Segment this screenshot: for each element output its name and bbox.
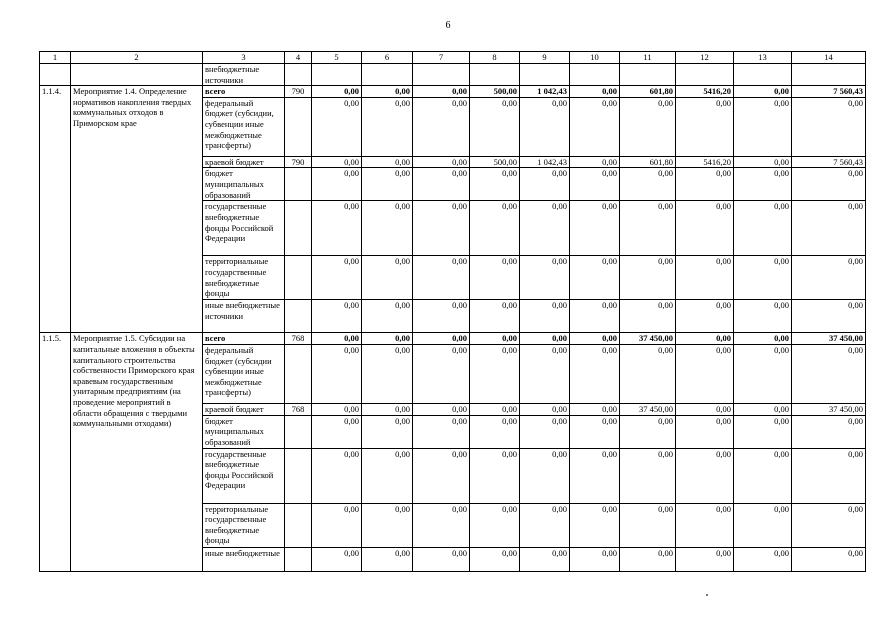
amount-cell: 0,00: [570, 415, 620, 448]
amount-cell: 0,00: [620, 503, 676, 547]
table-row: [40, 333, 866, 345]
amount-cell: 0,00: [792, 415, 866, 448]
kbk-code: 790: [285, 86, 312, 98]
header-cell: 14: [792, 52, 866, 64]
amount-cell: 0,00: [362, 156, 413, 168]
amount-cell: 0,00: [312, 168, 362, 201]
kbk-code: [285, 547, 312, 571]
amount-cell: 0,00: [413, 201, 470, 256]
amount-cell: 0,00: [792, 168, 866, 201]
amount-cell: 0,00: [470, 201, 520, 256]
amount-cell: 0,00: [570, 448, 620, 503]
amount-cell: 0,00: [413, 503, 470, 547]
amount-cell: 0,00: [620, 344, 676, 403]
amount-cell: 0,00: [520, 344, 570, 403]
amount-cell: 0,00: [676, 448, 734, 503]
amount-cell: 0,00: [520, 333, 570, 345]
amount-cell: 0,00: [413, 403, 470, 415]
value-cell: [470, 64, 520, 86]
activity-title: Мероприятие 1.5. Субсидии на капитальные вложения в объекты капитального строительства собственности Приморского края кравевым государственным унитарным предприятиям (на проведение мероприятий в области обращения с твердыми коммунальными отходами): [71, 333, 203, 571]
kbk-code: 768: [285, 333, 312, 345]
amount-cell: 0,00: [676, 256, 734, 300]
amount-cell: 0,00: [413, 547, 470, 571]
header-cell: 13: [734, 52, 792, 64]
amount-cell: 0,00: [734, 256, 792, 300]
amount-cell: 0,00: [362, 300, 413, 333]
header-cell: 4: [285, 52, 312, 64]
funding-source: территориальные государственные внебюджетные фонды: [203, 503, 285, 547]
amount-cell: 0,00: [312, 156, 362, 168]
value-cell: [620, 64, 676, 86]
kbk-code: [285, 300, 312, 333]
kbk-code: [285, 168, 312, 201]
amount-cell: 0,00: [570, 344, 620, 403]
amount-cell: 0,00: [312, 547, 362, 571]
amount-cell: 0,00: [570, 86, 620, 98]
header-cell: 11: [620, 52, 676, 64]
amount-cell: 0,00: [362, 403, 413, 415]
amount-cell: 5416,20: [676, 86, 734, 98]
amount-cell: 1 042,43: [520, 86, 570, 98]
funding-source: всего: [203, 333, 285, 345]
amount-cell: 0,00: [362, 415, 413, 448]
funding-source: бюджет муниципальных образований: [203, 168, 285, 201]
amount-cell: 0,00: [676, 415, 734, 448]
amount-cell: 0,00: [570, 97, 620, 156]
amount-cell: 0,00: [620, 97, 676, 156]
amount-cell: 0,00: [413, 86, 470, 98]
kbk-cell: [285, 64, 312, 86]
amount-cell: 0,00: [734, 403, 792, 415]
source-cell: внебюджетные источники: [203, 64, 285, 86]
amount-cell: 0,00: [312, 333, 362, 345]
kbk-code: [285, 503, 312, 547]
continued-row: [40, 64, 866, 86]
table-body: [40, 52, 866, 572]
kbk-code: [285, 448, 312, 503]
amount-cell: 0,00: [520, 403, 570, 415]
value-cell: [312, 64, 362, 86]
amount-cell: 0,00: [470, 503, 520, 547]
amount-cell: 0,00: [520, 256, 570, 300]
table-row: [40, 86, 866, 98]
funding-source: иные внебюджетные источники: [203, 300, 285, 333]
title-cell: [71, 64, 203, 86]
amount-cell: 0,00: [520, 415, 570, 448]
header-cell: 1: [40, 52, 71, 64]
amount-cell: 0,00: [413, 300, 470, 333]
amount-cell: 0,00: [734, 333, 792, 345]
amount-cell: 0,00: [470, 333, 520, 345]
amount-cell: 0,00: [413, 156, 470, 168]
kbk-code: [285, 256, 312, 300]
amount-cell: 0,00: [362, 168, 413, 201]
amount-cell: 0,00: [676, 333, 734, 345]
amount-cell: 0,00: [413, 168, 470, 201]
amount-cell: 0,00: [734, 415, 792, 448]
value-cell: [570, 64, 620, 86]
amount-cell: 37 450,00: [792, 333, 866, 345]
header-cell: 5: [312, 52, 362, 64]
amount-cell: 0,00: [362, 344, 413, 403]
page-number: 6: [445, 20, 451, 31]
amount-cell: 0,00: [570, 300, 620, 333]
activity-code: 1.1.4.: [40, 86, 71, 333]
amount-cell: 0,00: [792, 97, 866, 156]
amount-cell: 0,00: [520, 503, 570, 547]
funding-source: федеральный бюджет (субсидии, субвенции иные межбюджетные трансферты): [203, 97, 285, 156]
amount-cell: 0,00: [676, 344, 734, 403]
amount-cell: 0,00: [362, 503, 413, 547]
amount-cell: 0,00: [470, 300, 520, 333]
amount-cell: 37 450,00: [792, 403, 866, 415]
amount-cell: 0,00: [792, 448, 866, 503]
header-cell: 9: [520, 52, 570, 64]
amount-cell: 500,00: [470, 156, 520, 168]
header-cell: 3: [203, 52, 285, 64]
amount-cell: 0,00: [470, 547, 520, 571]
amount-cell: 0,00: [470, 448, 520, 503]
funding-source: краевой бюджет: [203, 403, 285, 415]
amount-cell: 0,00: [520, 448, 570, 503]
activity-code: 1.1.5.: [40, 333, 71, 571]
budget-table: [39, 51, 866, 572]
amount-cell: 0,00: [413, 333, 470, 345]
funding-source: бюджет муниципальных образований: [203, 415, 285, 448]
stray-mark: [706, 594, 708, 596]
value-cell: [413, 64, 470, 86]
value-cell: [362, 64, 413, 86]
funding-source: государственные внебюджетные фонды Российской Федерации: [203, 448, 285, 503]
amount-cell: 0,00: [413, 448, 470, 503]
amount-cell: 0,00: [312, 503, 362, 547]
amount-cell: 0,00: [676, 168, 734, 201]
amount-cell: 0,00: [362, 97, 413, 156]
amount-cell: 0,00: [413, 97, 470, 156]
amount-cell: 0,00: [362, 547, 413, 571]
header-cell: 7: [413, 52, 470, 64]
amount-cell: 0,00: [362, 86, 413, 98]
kbk-code: [285, 97, 312, 156]
funding-source: территориальные государственные внебюджетные фонды: [203, 256, 285, 300]
header-cell: 2: [71, 52, 203, 64]
amount-cell: 0,00: [570, 547, 620, 571]
amount-cell: 0,00: [570, 403, 620, 415]
amount-cell: 0,00: [792, 344, 866, 403]
kbk-code: [285, 415, 312, 448]
amount-cell: 0,00: [734, 156, 792, 168]
amount-cell: 0,00: [570, 201, 620, 256]
amount-cell: 0,00: [362, 256, 413, 300]
amount-cell: 0,00: [676, 503, 734, 547]
amount-cell: 0,00: [570, 333, 620, 345]
amount-cell: 0,00: [792, 547, 866, 571]
amount-cell: 0,00: [734, 97, 792, 156]
amount-cell: 0,00: [413, 344, 470, 403]
header-cell: 12: [676, 52, 734, 64]
amount-cell: 0,00: [734, 300, 792, 333]
amount-cell: 37 450,00: [620, 403, 676, 415]
amount-cell: 0,00: [312, 344, 362, 403]
amount-cell: 0,00: [312, 256, 362, 300]
amount-cell: 1 042,43: [520, 156, 570, 168]
amount-cell: 0,00: [676, 300, 734, 333]
amount-cell: 0,00: [520, 97, 570, 156]
kbk-code: [285, 344, 312, 403]
amount-cell: 0,00: [792, 201, 866, 256]
amount-cell: 0,00: [362, 448, 413, 503]
amount-cell: 5416,20: [676, 156, 734, 168]
amount-cell: 0,00: [620, 168, 676, 201]
funding-source: иные внебюджетные: [203, 547, 285, 571]
amount-cell: 0,00: [312, 86, 362, 98]
funding-source: всего: [203, 86, 285, 98]
amount-cell: 0,00: [362, 333, 413, 345]
amount-cell: 601,80: [620, 156, 676, 168]
amount-cell: 0,00: [312, 300, 362, 333]
amount-cell: 0,00: [470, 403, 520, 415]
amount-cell: 0,00: [470, 415, 520, 448]
amount-cell: 0,00: [520, 547, 570, 571]
kbk-code: 768: [285, 403, 312, 415]
amount-cell: 0,00: [734, 344, 792, 403]
amount-cell: 0,00: [470, 256, 520, 300]
amount-cell: 500,00: [470, 86, 520, 98]
amount-cell: 0,00: [734, 547, 792, 571]
amount-cell: 0,00: [676, 201, 734, 256]
amount-cell: 0,00: [312, 403, 362, 415]
value-cell: [676, 64, 734, 86]
amount-cell: 7 560,43: [792, 156, 866, 168]
amount-cell: 601,80: [620, 86, 676, 98]
amount-cell: 0,00: [570, 156, 620, 168]
amount-cell: 0,00: [676, 97, 734, 156]
amount-cell: 0,00: [734, 503, 792, 547]
funding-source: государственные внебюджетные фонды Российской Федерации: [203, 201, 285, 256]
amount-cell: 0,00: [520, 300, 570, 333]
amount-cell: 0,00: [734, 86, 792, 98]
amount-cell: 0,00: [734, 168, 792, 201]
amount-cell: 0,00: [620, 201, 676, 256]
header-cell: 6: [362, 52, 413, 64]
amount-cell: 0,00: [676, 403, 734, 415]
header-cell: 10: [570, 52, 620, 64]
amount-cell: 0,00: [362, 201, 413, 256]
amount-cell: 0,00: [620, 448, 676, 503]
amount-cell: 0,00: [312, 201, 362, 256]
amount-cell: 0,00: [570, 503, 620, 547]
amount-cell: 0,00: [413, 256, 470, 300]
amount-cell: 0,00: [520, 201, 570, 256]
amount-cell: 0,00: [413, 415, 470, 448]
amount-cell: 0,00: [620, 256, 676, 300]
amount-cell: 0,00: [470, 344, 520, 403]
amount-cell: 0,00: [570, 168, 620, 201]
amount-cell: 0,00: [734, 448, 792, 503]
amount-cell: 0,00: [734, 201, 792, 256]
value-cell: [520, 64, 570, 86]
amount-cell: 0,00: [470, 168, 520, 201]
value-cell: [792, 64, 866, 86]
amount-cell: 0,00: [792, 300, 866, 333]
amount-cell: 0,00: [620, 415, 676, 448]
kbk-code: 790: [285, 156, 312, 168]
header-cell: 8: [470, 52, 520, 64]
header-row: [40, 52, 866, 64]
funding-source: краевой бюджет: [203, 156, 285, 168]
amount-cell: 37 450,00: [620, 333, 676, 345]
activity-title: Мероприятие 1.4. Определение нормативов накопления твердых коммунальных отходов в Приморском крае: [71, 86, 203, 333]
kbk-code: [285, 201, 312, 256]
amount-cell: 7 560,43: [792, 86, 866, 98]
amount-cell: 0,00: [792, 256, 866, 300]
amount-cell: 0,00: [620, 547, 676, 571]
amount-cell: 0,00: [470, 97, 520, 156]
amount-cell: 0,00: [312, 415, 362, 448]
amount-cell: 0,00: [676, 547, 734, 571]
amount-cell: 0,00: [570, 256, 620, 300]
amount-cell: 0,00: [520, 168, 570, 201]
amount-cell: 0,00: [792, 503, 866, 547]
funding-source: федеральный бюджет (субсидии субвенции иные межбюджетные трансферты): [203, 344, 285, 403]
amount-cell: 0,00: [312, 448, 362, 503]
amount-cell: 0,00: [620, 300, 676, 333]
value-cell: [734, 64, 792, 86]
amount-cell: 0,00: [312, 97, 362, 156]
code-cell: [40, 64, 71, 86]
